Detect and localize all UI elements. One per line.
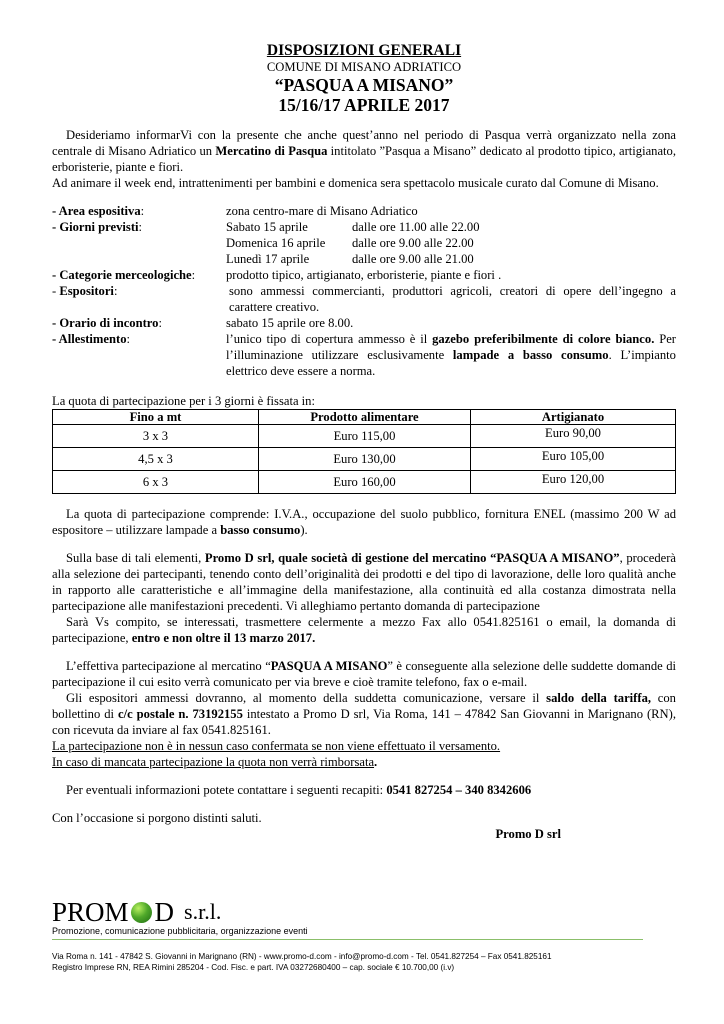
warning-2 xyxy=(52,754,676,770)
intro-text: Desideriamo informarVi con la presente che anche quest’anno nel periodo di Pasqua verrà organizzato nella zona centrale di Misano Adriatico un xyxy=(52,128,676,158)
allest-bold: gazebo preferibilmente di colore bianco. xyxy=(432,332,655,346)
comprende-end: ). xyxy=(300,523,308,537)
cell-food: Euro 130,00 xyxy=(259,448,471,471)
document-title: DISPOSIZIONI GENERALI xyxy=(266,42,462,59)
info-row-allestimento xyxy=(52,331,676,379)
footer-registry: Registro Imprese RN, REA Rimini 285204 - Cod. Fisc. e part. IVA 03272680400 – cap. sociale € 10.700,00 (i.v) xyxy=(52,963,455,972)
table-row xyxy=(53,471,676,494)
compito-text: Sarà Vs compito, se interessati, trasmettere celermente a mezzo Fax allo 0541.825161 o email, la domanda di partecipazione, xyxy=(52,615,676,645)
allestimento-label: - Allestimento xyxy=(52,332,127,346)
day-name: Domenica 16 aprile xyxy=(226,236,326,250)
green-ball-icon xyxy=(131,902,152,923)
categorie-label: - Categorie merceologiche xyxy=(52,268,192,282)
day-item xyxy=(226,235,676,251)
orario-value: sabato 15 aprile ore 8.00. xyxy=(226,316,354,330)
comune-name: COMUNE DI MISANO ADRIATICO xyxy=(266,60,462,74)
info-row-area xyxy=(52,203,676,219)
day-name: Sabato 15 aprile xyxy=(226,220,308,234)
cell-art: Euro 90,00 xyxy=(471,425,676,448)
allest-text-3: . L’impianto elettrico deve essere a norma. xyxy=(226,348,676,378)
cell-art: Euro 120,00 xyxy=(471,471,676,494)
table-row xyxy=(53,448,676,471)
intro-paragraph xyxy=(52,127,676,175)
document-header xyxy=(52,42,676,115)
logo-text-d: D xyxy=(154,897,175,927)
colon: : xyxy=(158,316,162,330)
colon: : xyxy=(113,284,118,298)
colon: : xyxy=(126,332,130,346)
saldo-end: intestato a Promo D srl, Via Roma, 141 – 47842 San Giovanni in Marignano (RN), con ricevuta da inviare al fax 0541.825161. xyxy=(52,707,676,737)
logo-srl: s.r.l. xyxy=(184,899,222,924)
day-hours: dalle ore 11.00 alle 22.00 xyxy=(352,220,480,234)
area-label: - Area espositiva xyxy=(52,204,141,218)
compito-paragraph xyxy=(52,614,676,646)
cell-food: Euro 115,00 xyxy=(259,425,471,448)
document-body xyxy=(52,42,676,842)
event-name: “PASQUA A MISANO” xyxy=(274,75,454,95)
table-header-row xyxy=(53,410,676,425)
warning-1: La partecipazione non è in nessun caso confermata se non viene effettuato il versamento. xyxy=(52,739,501,753)
effettiva-paragraph xyxy=(52,658,676,690)
postal-account: c/c postale n. 73192155 xyxy=(118,707,243,721)
info-row-categorie xyxy=(52,267,676,283)
logo-wordmark xyxy=(52,898,308,926)
footer-divider xyxy=(52,939,643,940)
saldo-text: Gli espositori ammessi dovranno, al momento della suddetta comunicazione, versare il xyxy=(66,691,547,705)
categorie-value: prodotto tipico, artigianato, erboristerie, piante e fiori . xyxy=(226,268,502,282)
cell-size: 4,5 x 3 xyxy=(53,448,259,471)
allestimento-value xyxy=(226,331,676,379)
colon: : xyxy=(140,204,145,218)
intro-paragraph-2: Ad animare il week end, intrattenimenti per bambini e domenica sera spettacolo musicale curato dal Comune di Misano. xyxy=(52,176,659,190)
cell-size: 6 x 3 xyxy=(53,471,259,494)
day-item xyxy=(226,219,676,235)
effettiva-bold: PASQUA A MISANO xyxy=(270,659,388,673)
quota-table xyxy=(52,409,676,494)
footer-address: Via Roma n. 141 - 47842 S. Giovanni in Marignano (RN) - www.promo-d.com - info@promo-d.com - Tel. 0541.827254 – Fax 0541.825161 xyxy=(52,952,552,961)
company-logo xyxy=(52,898,308,937)
cell-food: Euro 160,00 xyxy=(259,471,471,494)
day-hours: dalle ore 9.00 alle 21.00 xyxy=(352,252,474,266)
signature: Promo D srl xyxy=(495,827,561,841)
colon: : xyxy=(191,268,196,282)
contatti-paragraph xyxy=(52,782,676,798)
giorni-label: - Giorni previsti xyxy=(52,220,139,234)
orario-label: - Orario di incontro xyxy=(52,316,159,330)
cell-size: 3 x 3 xyxy=(53,425,259,448)
info-row-espositori xyxy=(52,283,676,315)
allest-bold-2: lampade a basso consumo xyxy=(452,348,609,362)
footer xyxy=(52,951,552,973)
day-item xyxy=(226,251,676,267)
saluti: Con l’occasione si porgono distinti saluti. xyxy=(52,811,262,825)
event-dates: 15/16/17 APRILE 2017 xyxy=(278,95,450,115)
cell-art: Euro 105,00 xyxy=(471,448,676,471)
day-name: Lunedì 17 aprile xyxy=(226,252,310,266)
selezione-text: Sulla base di tali elementi, xyxy=(66,551,205,565)
saldo-paragraph xyxy=(52,690,676,738)
effettiva-text: L’effettiva partecipazione al mercatino “ xyxy=(66,659,271,673)
selezione-end: , procederà alla selezione dei partecipanti, tenendo conto dell’originalità dei prodotti e del tipo di lavorazione, delle loro qualità anche in rapporto alle caratteristiche e all’immagine della manifestazione, alla continuità ed alla costanza dimostrata nella partecipazione alle manifestazioni precedenti. Vi alleghiamo pertanto domanda di partecipazione xyxy=(52,551,677,613)
intro-text-end: intitolato ”Pasqua a Misano” dedicato al prodotto tipico, artigianato, erboristerie, piante e fiori. xyxy=(52,144,677,174)
saldo-bold: saldo della tariffa, xyxy=(546,691,652,705)
header-size: Fino a mt xyxy=(53,410,259,425)
area-value: zona centro-mare di Misano Adriatico xyxy=(226,204,418,218)
espositori-label: Espositori xyxy=(59,284,114,298)
comprende-text: La quota di partecipazione comprende: I.V.A., occupazione del suolo pubblico, fornitura ENEL (massimo 200 W ad espositore – utilizzare lampade a xyxy=(52,507,676,537)
effettiva-end: ” è conseguente alla selezione delle suddette domande di partecipazione il cui esito verrà comunicato per via breve e cioè tramite telefono, fax o e-mail. xyxy=(52,659,676,689)
compito-deadline: entro e non oltre il 13 marzo 2017. xyxy=(131,631,316,645)
comprende-paragraph xyxy=(52,506,676,538)
espositori-dash: - xyxy=(52,284,60,298)
saldo-text-2: con bollettino di xyxy=(52,691,676,721)
info-list xyxy=(52,203,676,379)
header-food: Prodotto alimentare xyxy=(259,410,471,425)
allest-text-2: Per l’illuminazione utilizzare esclusivamente xyxy=(226,332,676,362)
info-row-orario xyxy=(52,315,676,331)
selezione-bold: Promo D srl, quale società di gestione del mercatino “PASQUA A MISANO” xyxy=(204,551,620,565)
selezione-paragraph xyxy=(52,550,676,614)
contatti-numbers: 0541 827254 – 340 8342606 xyxy=(386,783,532,797)
comprende-bold: basso consumo xyxy=(220,523,301,537)
logo-text: PROM xyxy=(52,897,129,927)
logo-tagline: Promozione, comunicazione pubblicitaria, organizzazione eventi xyxy=(52,926,308,936)
intro-bold: Mercatino di Pasqua xyxy=(215,144,328,158)
quota-intro: La quota di partecipazione per i 3 giorni è fissata in: xyxy=(52,394,315,408)
allest-text: l’unico tipo di copertura ammesso è il xyxy=(226,332,433,346)
espositori-value: sono ammessi commercianti, produttori agricoli, creatori di opere dell’ingegno a carattere creativo. xyxy=(229,284,676,314)
days-list xyxy=(226,219,676,267)
warning-2-dot: . xyxy=(374,755,378,769)
day-hours: dalle ore 9.00 alle 22.00 xyxy=(352,236,474,250)
contatti-text: Per eventuali informazioni potete contattare i seguenti recapiti: xyxy=(66,783,387,797)
info-row-giorni xyxy=(52,219,676,267)
table-row xyxy=(53,425,676,448)
warning-2-text: In caso di mancata partecipazione la quota non verrà rimborsata xyxy=(52,755,375,769)
colon: : xyxy=(138,220,143,234)
header-art: Artigianato xyxy=(471,410,676,425)
